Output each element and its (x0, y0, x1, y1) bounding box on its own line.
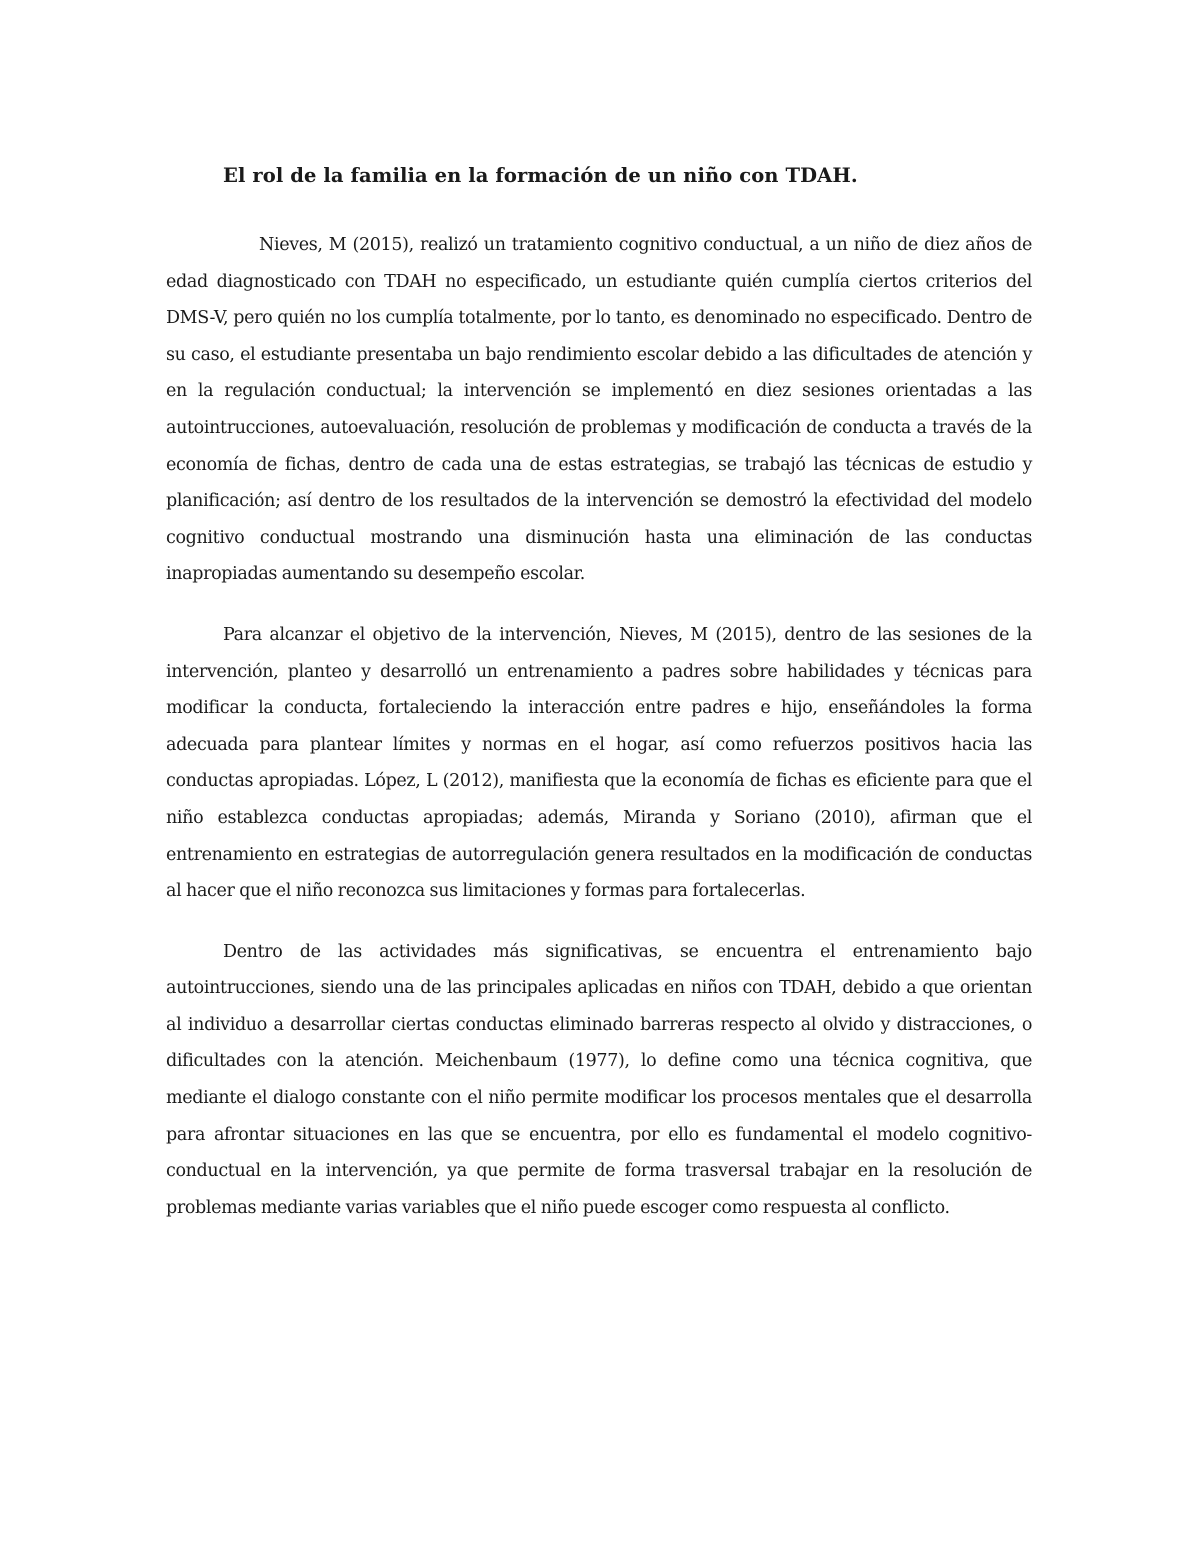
paragraph-3: Dentro de las actividades más significativas, se encuentra el entrenamiento bajo autointrucciones, siendo una de las principales aplicadas en niños con TDAH, debido a que orientan al individuo a desarrollar ciertas conductas eliminado barreras respecto al olvido y distracciones, o dificultades con la atención. Meichenbaum (1977), lo define como una técnica cognitiva, que mediante el dialogo constante con el niño permite modificar los procesos mentales que el desarrolla para afrontar situaciones en las que se encuentra, por ello es fundamental el modelo cognitivo-conductual en la intervención, ya que permite de forma trasversal trabajar en la resolución de problemas mediante varias variables que el niño puede escoger como respuesta al conflicto. (166, 941, 1032, 1218)
document-title: El rol de la familia en la formación de un niño con TDAH. (223, 164, 858, 187)
document-body (166, 158, 1032, 1250)
paragraph-2: Para alcanzar el objetivo de la intervención, Nieves, M (2015), dentro de las sesiones de la intervención, planteo y desarrolló un entrenamiento a padres sobre habilidades y técnicas para modificar la conducta, fortaleciendo la interacción entre padres e hijo, enseñándoles la forma adecuada para plantear límites y normas en el hogar, así como refuerzos positivos hacia las conductas apropiadas. López, L (2012), manifiesta que la economía de fichas es eficiente para que el niño establezca conductas apropiadas; además, Miranda y Soriano (2010), afirman que el entrenamiento en estrategias de autorregulación genera resultados en la modificación de conductas al hacer que el niño reconozca sus limitaciones y formas para fortalecerlas. (166, 624, 1032, 902)
paragraph-1: Nieves, M (2015), realizó un tratamiento cognitivo conductual, a un niño de diez años de edad diagnosticado con TDAH no especificado, un estudiante quién cumplía ciertos criterios del DMS-V, pero quién no los cumplía totalmente, por lo tanto, es denominado no especificado. Dentro de su caso, el estudiante presentaba un bajo rendimiento escolar debido a las dificultades de atención y en la regulación conductual; la intervención se implementó en diez sesiones orientadas a las autointrucciones, autoevaluación, resolución de problemas y modificación de conducta a través de la economía de fichas, dentro de cada una de estas estrategias, se trabajó las técnicas de estudio y planificación; así dentro de los resultados de la intervención se demostró la efectividad del modelo cognitivo conductual mostrando una disminución hasta una eliminación de las conductas inapropiadas aumentando su desempeño escolar. (166, 235, 1032, 585)
